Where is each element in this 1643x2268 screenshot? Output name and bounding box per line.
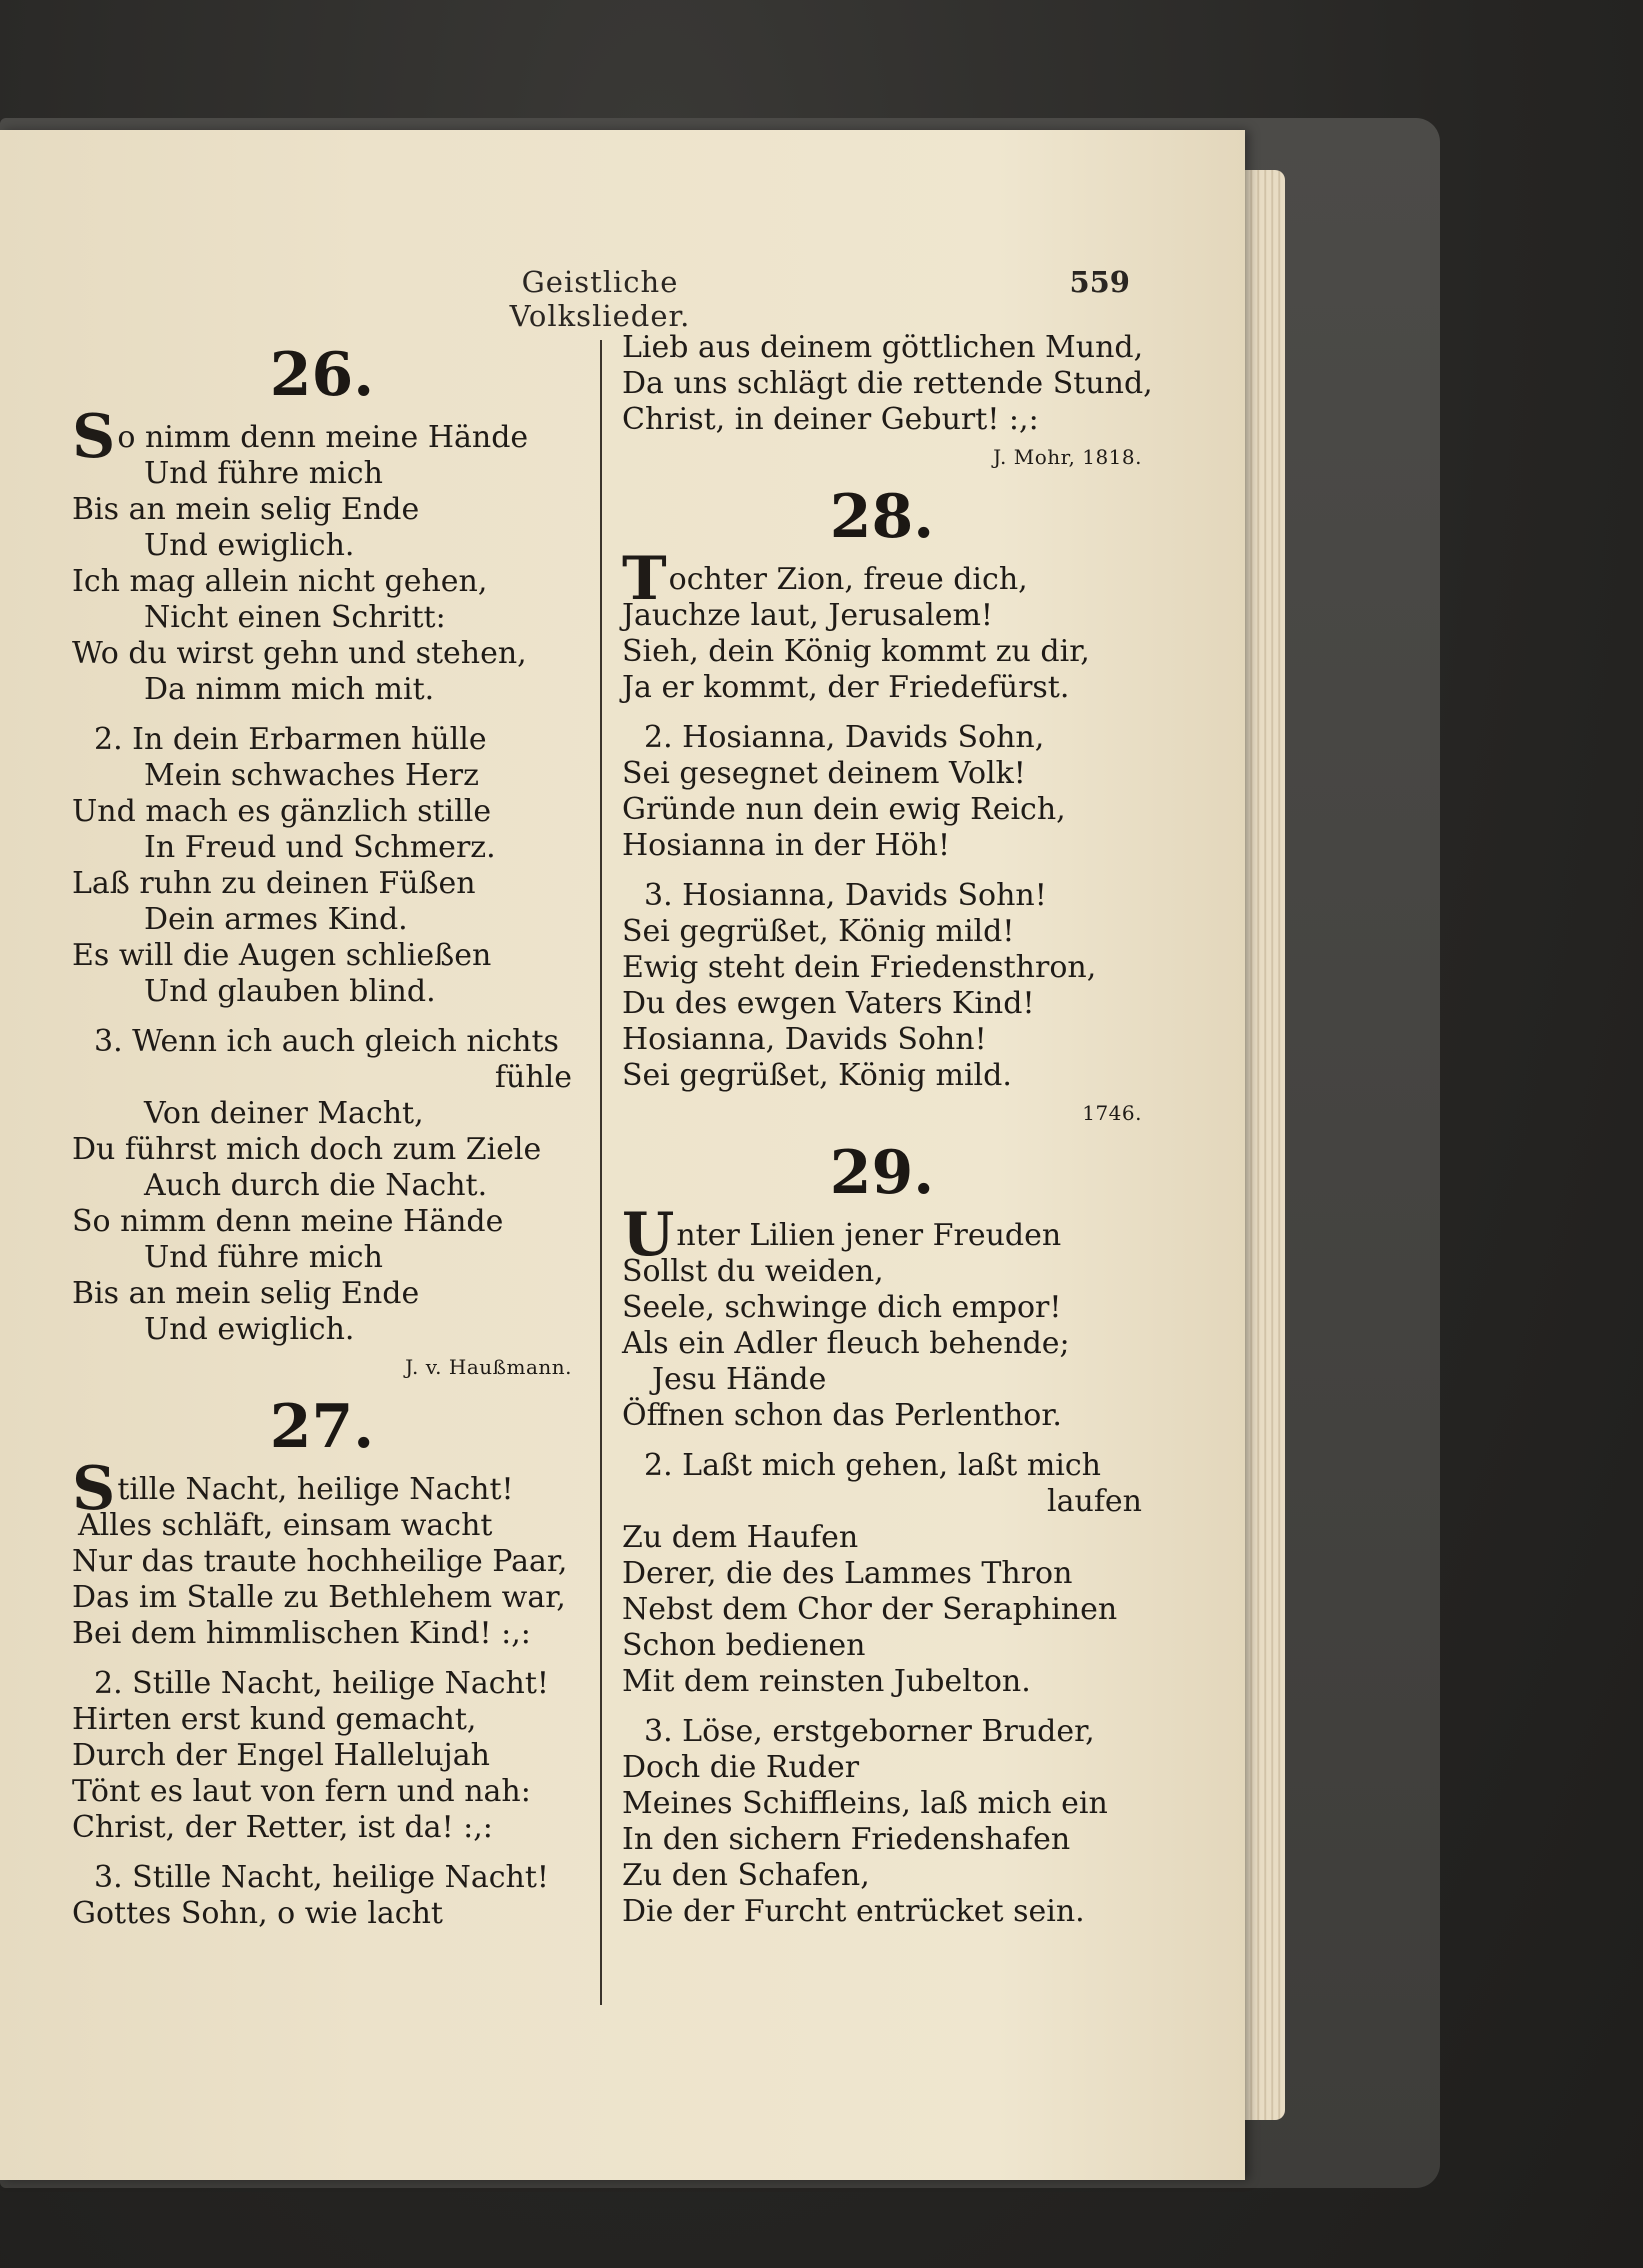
verse-line: Das im Stalle zu Bethlehem war, (72, 1580, 566, 1615)
verse-line: Seele, schwinge dich empor! (622, 1290, 1062, 1325)
verse-line: Hosianna, Davids Sohn! (622, 1022, 987, 1057)
running-title: Geistliche Volkslieder. (509, 265, 691, 333)
left-column (72, 330, 572, 1932)
verse-line: Nur das traute hochheilige Paar, (72, 1544, 568, 1579)
verse-line: Jauchze laut, Jerusalem! (622, 598, 993, 633)
hymn-27-first-line (72, 1454, 572, 1524)
verse-line: Nicht einen Schritt: (144, 600, 446, 635)
verse-line: Bis an mein selig Ende (72, 492, 420, 527)
verse-line: Hirten erst kund gemacht, (72, 1702, 477, 1737)
verse-line: Und führe mich (144, 456, 383, 491)
first-line-text: o nimm denn meine Hände (117, 420, 529, 455)
verse-line: 3. Wenn ich auch gleich nichts (94, 1024, 559, 1059)
verse-line: 2. Stille Nacht, heilige Nacht! (94, 1666, 549, 1701)
verse-line: Und glauben blind. (144, 974, 436, 1009)
verse-line: Nebst dem Chor der Seraphinen (622, 1592, 1118, 1627)
verse-line: Durch der Engel Hallelujah (72, 1738, 490, 1773)
verse-line: Öffnen schon das Perlenthor. (622, 1398, 1062, 1433)
verse-line: Sei gesegnet deinem Volk! (622, 756, 1026, 791)
verse-line: Mein schwaches Herz (144, 758, 479, 793)
first-line-text: ochter Zion, freue dich, (668, 562, 1028, 597)
verse-line: Christ, der Retter, ist da! :,: (72, 1810, 493, 1845)
page-number: 559 (1069, 265, 1130, 299)
verse-line: 3. Hosianna, Davids Sohn! (644, 878, 1047, 913)
hymn-number-26: 26. (269, 340, 375, 410)
verse-line: Ja er kommt, der Friedefürst. (622, 670, 1070, 705)
dropcap: U (622, 1200, 675, 1270)
verse-line: Meines Schiffleins, laß mich ein (622, 1786, 1108, 1821)
verse-line: Zu dem Haufen (622, 1520, 859, 1555)
verse-line: Gründe nun dein ewig Reich, (622, 792, 1066, 827)
verse-line: Von deiner Macht, (144, 1096, 424, 1131)
verse-line: Laß ruhn zu deinen Füßen (72, 866, 476, 901)
verse-line: 2. Hosianna, Davids Sohn, (644, 720, 1045, 755)
verse-line: In den sichern Friedenshafen (622, 1822, 1071, 1857)
verse-line: Die der Furcht entrücket sein. (622, 1894, 1085, 1929)
verse-line: In Freud und Schmerz. (144, 830, 496, 865)
verse-line: Doch die Ruder (622, 1750, 860, 1785)
verse-line: So nimm denn meine Hände (72, 1204, 504, 1239)
verse-line: Du des ewgen Vaters Kind! (622, 986, 1035, 1021)
first-line-text: nter Lilien jener Freuden (676, 1218, 1062, 1253)
verse-line: Tönt es laut von fern und nah: (72, 1774, 531, 1809)
verse-line: Jesu Hände (652, 1362, 827, 1397)
verse-line-runover: fühle (494, 1060, 572, 1095)
verse-line: Sollst du weiden, (622, 1254, 884, 1289)
attribution: J. v. Haußmann. (405, 1355, 572, 1379)
hymn-number-29: 29. (829, 1138, 935, 1208)
verse-line: Zu den Schafen, (622, 1858, 870, 1893)
dropcap: S (72, 402, 116, 472)
verse-line: Sei gegrüßet, König mild! (622, 914, 1015, 949)
verse-line: Da uns schlägt die rettende Stund, (622, 366, 1153, 401)
verse-line-runover: laufen (1047, 1484, 1142, 1519)
column-rule (600, 340, 602, 2005)
dropcap: S (72, 1454, 116, 1524)
hymn-26-first-line (72, 402, 572, 472)
verse-line: Auch durch die Nacht. (144, 1168, 488, 1203)
verse-line: Dein armes Kind. (144, 902, 408, 937)
verse-line: Mit dem reinsten Jubelton. (622, 1664, 1031, 1699)
running-head (440, 265, 1130, 333)
verse-line: Und mach es gänzlich stille (72, 794, 492, 829)
verse-line: Ich mag allein nicht gehen, (72, 564, 488, 599)
verse-line: Wo du wirst gehn und stehen, (72, 636, 527, 671)
hymn-number-28: 28. (829, 482, 935, 552)
hymn-number-27: 27. (269, 1392, 375, 1462)
verse-line: Christ, in deiner Geburt! :,: (622, 402, 1039, 437)
first-line-text: tille Nacht, heilige Nacht! (117, 1472, 514, 1507)
verse-line: 2. Laßt mich gehen, laßt mich (644, 1448, 1102, 1483)
verse-line: Du führst mich doch zum Ziele (72, 1132, 542, 1167)
verse-line: Es will die Augen schließen (72, 938, 492, 973)
verse-line: Lieb aus deinem göttlichen Mund, (622, 330, 1144, 365)
verse-line: Und führe mich (144, 1240, 383, 1275)
verse-line: Gottes Sohn, o wie lacht (72, 1896, 443, 1931)
verse-line: 2. In dein Erbarmen hülle (94, 722, 487, 757)
verse-line: Bis an mein selig Ende (72, 1276, 420, 1311)
verse-line: Da nimm mich mit. (144, 672, 435, 707)
dropcap: T (622, 544, 667, 614)
verse-line: Und ewiglich. (144, 528, 355, 563)
verse-line: Hosianna in der Höh! (622, 828, 951, 863)
verse-line: Als ein Adler fleuch behende; (622, 1326, 1070, 1361)
verse-line: Derer, die des Lammes Thron (622, 1556, 1073, 1591)
verse-line: Alles schläft, einsam wacht (78, 1508, 493, 1543)
verse-line: Bei dem himmlischen Kind! :,: (72, 1616, 531, 1651)
hymn-29-first-line (622, 1200, 1142, 1270)
verse-line: Ewig steht dein Friedensthron, (622, 950, 1097, 985)
verse-line: Sei gegrüßet, König mild. (622, 1058, 1012, 1093)
verse-line: Und ewiglich. (144, 1312, 355, 1347)
hymn-28-first-line (622, 544, 1142, 614)
verse-line: Sieh, dein König kommt zu dir, (622, 634, 1090, 669)
attribution: J. Mohr, 1818. (993, 445, 1142, 469)
right-column (622, 330, 1153, 1930)
verse-line: 3. Löse, erstgeborner Bruder, (644, 1714, 1095, 1749)
attribution: 1746. (1082, 1101, 1142, 1125)
verse-line: 3. Stille Nacht, heilige Nacht! (94, 1860, 549, 1895)
verse-line: Schon bedienen (622, 1628, 866, 1663)
